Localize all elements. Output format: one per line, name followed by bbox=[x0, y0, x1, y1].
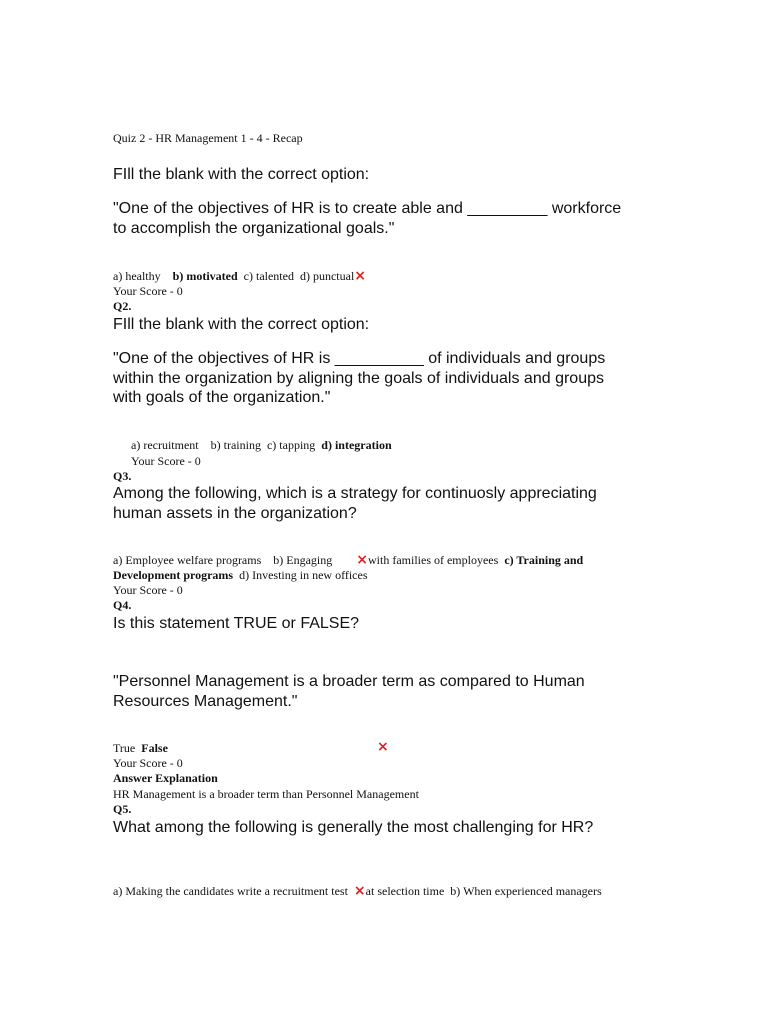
q3-label: Q3. bbox=[113, 469, 132, 483]
q3-option-a: a) Employee welfare programs bbox=[113, 553, 262, 567]
q2-options bbox=[131, 438, 392, 453]
q1-option-c: c) talented bbox=[243, 269, 294, 283]
q1-instruction: FIll the blank with the correct option: bbox=[113, 166, 370, 183]
q2-text-line-3: with goals of the organization." bbox=[113, 389, 331, 406]
q3-text-line-2: human assets in the organization? bbox=[113, 505, 357, 522]
q5-options bbox=[113, 884, 602, 899]
q2-label: Q2. bbox=[113, 299, 132, 313]
q3-option-b-cont: with families of employees bbox=[368, 553, 499, 567]
q3-option-c-selected: c) Training and bbox=[504, 553, 584, 567]
q1-option-d: d) punctual bbox=[299, 269, 355, 283]
q1-option-a: a) healthy bbox=[113, 269, 161, 283]
q1-text-line-2: to accomplish the organizational goals." bbox=[113, 220, 395, 237]
wrong-answer-icon: × bbox=[377, 739, 389, 755]
q2-text-line-1: "One of the objectives of HR is __________ of individuals and groups bbox=[113, 350, 606, 367]
q1-score: Your Score - 0 bbox=[113, 284, 183, 298]
wrong-answer-icon: × bbox=[354, 268, 367, 284]
q4-option-false-selected: False bbox=[141, 741, 168, 755]
q4-options bbox=[113, 741, 168, 756]
q2-option-d-selected: d) integration bbox=[321, 438, 392, 452]
q4-label: Q4. bbox=[113, 598, 132, 612]
q2-instruction: FIll the blank with the correct option: bbox=[113, 316, 370, 333]
q2-option-c: c) tapping bbox=[266, 438, 316, 452]
q3-option-d: d) Investing in new offices bbox=[239, 568, 368, 582]
quiz-title: Quiz 2 - HR Management 1 - 4 - Recap bbox=[113, 131, 303, 145]
wrong-answer-icon: × bbox=[356, 552, 368, 568]
q1-option-b-selected: b) motivated bbox=[172, 269, 238, 283]
q3-text-line-1: Among the following, which is a strategy for continuosly appreciating bbox=[113, 485, 597, 502]
q5-option-a-cont: at selection time bbox=[365, 884, 445, 898]
q5-option-b: b) When experienced managers bbox=[450, 884, 602, 898]
wrong-answer-icon: × bbox=[353, 883, 366, 899]
q3-options-line-1 bbox=[113, 553, 583, 568]
q5-text-line-1: What among the following is generally the most challenging for HR? bbox=[113, 819, 594, 836]
q4-score: Your Score - 0 bbox=[113, 756, 183, 770]
q4-text-line-2: Resources Management." bbox=[113, 693, 298, 710]
answer-explanation-title: Answer Explanation bbox=[113, 771, 218, 785]
q2-option-a: a) recruitment bbox=[131, 438, 199, 452]
answer-explanation-text: HR Management is a broader term than Personnel Management bbox=[113, 787, 419, 801]
q1-text-line-1: "One of the objectives of HR is to create able and _________ workforce bbox=[113, 200, 622, 217]
q2-option-b: b) training bbox=[210, 438, 261, 452]
q1-options bbox=[113, 269, 366, 284]
q3-score: Your Score - 0 bbox=[113, 583, 183, 597]
q3-option-c-selected-cont: Development programs bbox=[113, 568, 234, 582]
q2-text-line-2: within the organization by aligning the goals of individuals and groups bbox=[113, 370, 604, 387]
q4-option-true: True bbox=[113, 741, 136, 755]
q5-label: Q5. bbox=[113, 802, 132, 816]
q5-option-a: a) Making the candidates write a recruitment test bbox=[113, 884, 348, 898]
q2-score: Your Score - 0 bbox=[131, 454, 201, 468]
q3-option-b: b) Engaging bbox=[273, 553, 333, 567]
q3-options-line-2 bbox=[113, 568, 368, 583]
q4-instruction: Is this statement TRUE or FALSE? bbox=[113, 615, 360, 632]
q4-text-line-1: "Personnel Management is a broader term as compared to Human bbox=[113, 673, 585, 690]
